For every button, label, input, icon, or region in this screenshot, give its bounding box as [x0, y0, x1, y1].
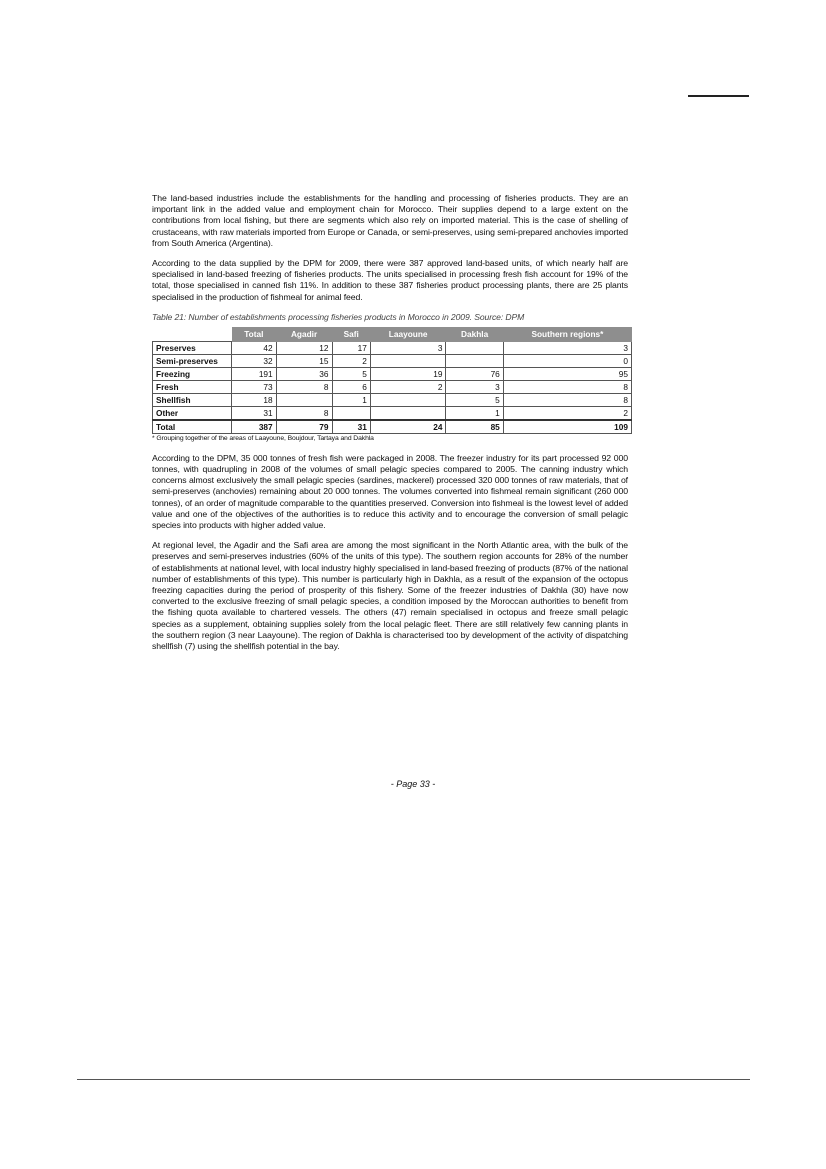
table-footnote: * Grouping together of the areas of Laayoune, Boujdour, Tartaya and Dakhla — [152, 434, 374, 442]
table-cell: 2 — [503, 406, 631, 420]
row-label: Semi-preserves — [153, 354, 232, 367]
table-cell: 8 — [503, 393, 631, 406]
table-cell: 3 — [503, 341, 631, 354]
table-cell: 95 — [503, 367, 631, 380]
table-cell — [446, 341, 503, 354]
table-cell: 8 — [503, 380, 631, 393]
row-label: Shellfish — [153, 393, 232, 406]
row-label: Preserves — [153, 341, 232, 354]
table-cell: 79 — [276, 420, 332, 434]
table-cell: 31 — [332, 420, 370, 434]
establishments-table — [152, 327, 632, 434]
column-header: Total — [232, 327, 277, 341]
table-cell: 8 — [276, 406, 332, 420]
paragraph-regional-level: At regional level, the Agadir and the Safi area are among the most significant in the North Atlantic area, with the bulk of the preserves and semi-preserves industries (60% of the units of this type). The southern region accounts for 28% of the number of establishments at national level, with local industry highly specialised in land-based freezing of products (87% of the national number of establishments of this type). This number is particularly high in Dakhla, as a result of the expansion of the octopus freezing capacities during the period of prosperity of this fishery. Some of the freezer industries of Dakhla (30) have now converted to the exclusive freezing of small pelagic species, a condition imposed by the Moroccan authorities to benefit from the fishing quota available to chartered vessels. The others (47) remain specialised in octopus and freeze small pelagic species as a supplement, obtaining supplies solely from the local pelagic fleet. There are still relatively few canning plants in the southern region (3 near Laayoune). The region of Dakhla is characterised too by development of the activity of dispatching shellfish (7) using the shellfish potential in the bay. — [152, 540, 628, 652]
table-cell: 24 — [370, 420, 446, 434]
table-cell: 0 — [503, 354, 631, 367]
row-label: Other — [153, 406, 232, 420]
footer-rule — [77, 1079, 750, 1080]
table-cell: 109 — [503, 420, 631, 434]
paragraph-dpm-2008-volumes: According to the DPM, 35 000 tonnes of fresh fish were packaged in 2008. The freezer industry for its part processed 92 000 tonnes, with quadrupling in 2008 of the volumes of small pelagic species compared to 2005. The canning industry which concerns almost exclusively the small pelagic species (sardines, mackerel) processed 320 000 tonnes of raw materials, that of semi-preserves (anchovies) remaining about 20 000 tonnes. The volumes converted into fishmeal remain significant (260 000 tonnes), of an order of magnitude comparable to the quantities preserved. Conversion into fishmeal is the lowest level of added value and one of the objectives of the authorities is to reduce this activity and to encourage the conversion of small pelagic species into products with higher added value. — [152, 452, 628, 531]
table-cell — [332, 406, 370, 420]
table-cell — [370, 393, 446, 406]
table-cell: 1 — [446, 406, 503, 420]
table-cell: 2 — [370, 380, 446, 393]
column-header: Agadir — [276, 327, 332, 341]
table-row — [153, 380, 632, 393]
paragraph-dpm-data-2009: According to the data supplied by the DPM for 2009, there were 387 approved land-based units, of which nearly half are specialised in land-based freezing of fisheries products. The units specialised in processing fresh fish account for 19% of the total, those specialised in canned fish 11%. In addition to these 387 fisheries product processing plants, there are 25 plants specialised in the production of fishmeal for animal feed. — [152, 258, 628, 302]
table-corner-cell — [153, 327, 232, 341]
table-cell: 6 — [332, 380, 370, 393]
table-cell: 191 — [232, 367, 277, 380]
table-cell — [276, 393, 332, 406]
table-cell: 73 — [232, 380, 277, 393]
table-row — [153, 341, 632, 354]
table-row — [153, 354, 632, 367]
table-cell: 2 — [332, 354, 370, 367]
table-cell — [370, 354, 446, 367]
table-cell: 387 — [232, 420, 277, 434]
table-cell: 17 — [332, 341, 370, 354]
table-row — [153, 393, 632, 406]
table-row — [153, 406, 632, 420]
table-cell: 76 — [446, 367, 503, 380]
table-cell: 5 — [446, 393, 503, 406]
table-cell: 3 — [370, 341, 446, 354]
table-cell: 85 — [446, 420, 503, 434]
table-cell: 42 — [232, 341, 277, 354]
column-header: Dakhla — [446, 327, 503, 341]
page-number: - Page 33 - — [390, 779, 436, 789]
table-cell — [446, 354, 503, 367]
column-header: Safi — [332, 327, 370, 341]
table-cell: 31 — [232, 406, 277, 420]
row-label: Total — [153, 420, 232, 434]
table-cell: 1 — [332, 393, 370, 406]
table-header-row — [153, 327, 632, 341]
table-cell: 5 — [332, 367, 370, 380]
row-label: Freezing — [153, 367, 232, 380]
table-cell: 19 — [370, 367, 446, 380]
document-body — [152, 193, 628, 661]
table-cell: 36 — [276, 367, 332, 380]
column-header: Laayoune — [370, 327, 446, 341]
table-cell — [370, 406, 446, 420]
column-header: Southern regions* — [503, 327, 631, 341]
row-label: Fresh — [153, 380, 232, 393]
table-cell: 8 — [276, 380, 332, 393]
table-total-row — [153, 420, 632, 434]
table-cell: 18 — [232, 393, 277, 406]
table-cell: 32 — [232, 354, 277, 367]
paragraph-land-based-industries: The land-based industries include the establishments for the handling and processing of fisheries products. They are an important link in the added value and employment chain for Morocco. Their supplies depend to a large extent on the contributions from local fishing, but there are segments which also rely on imported material. This is the case of shelling of crustaceans, with raw materials imported from Europe or Canada, or semi-preserves, using semi-prepared anchovies imported from South America (Argentina). — [152, 193, 628, 248]
table-cell: 3 — [446, 380, 503, 393]
table-cell: 15 — [276, 354, 332, 367]
table-cell: 12 — [276, 341, 332, 354]
header-rule — [688, 95, 749, 97]
table-row — [153, 367, 632, 380]
table-caption: Table 21: Number of establishments processing fisheries products in Morocco in 2009. Source: DPM — [152, 311, 525, 322]
